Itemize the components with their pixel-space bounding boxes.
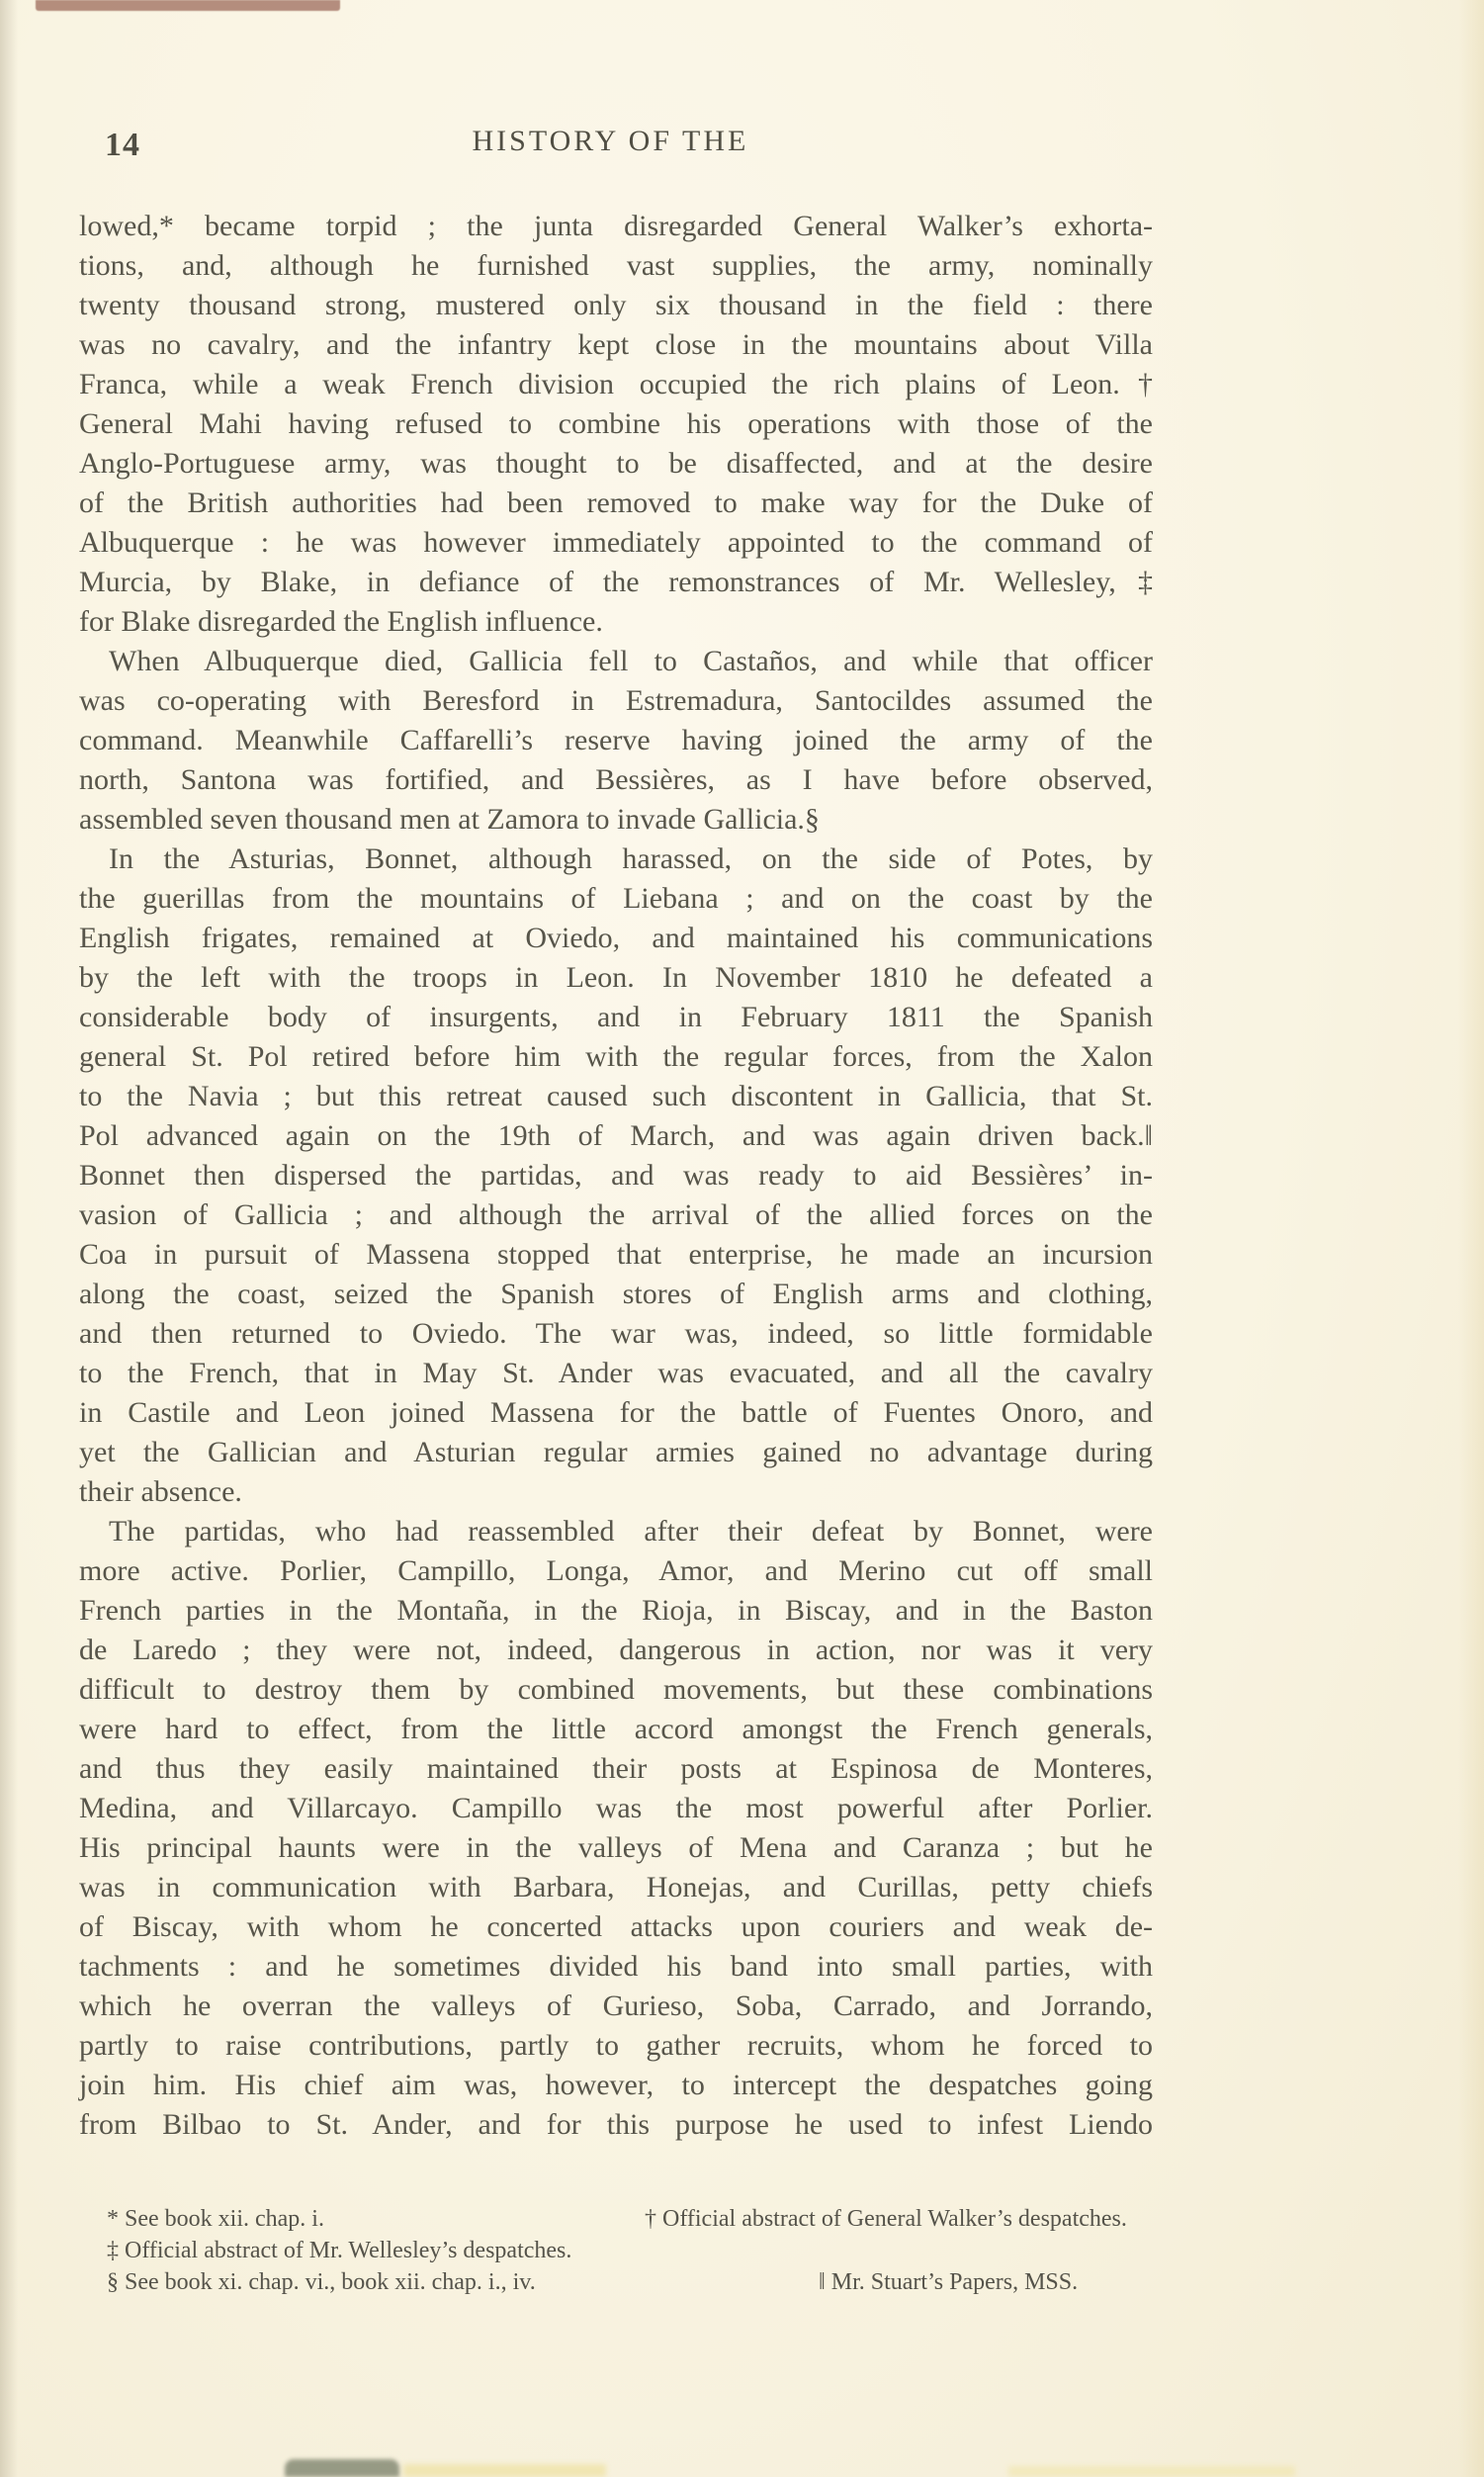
footnote-row	[79, 2235, 1246, 2266]
scan-left-edge-shadow	[0, 0, 18, 2477]
text-line: The partidas, who had reassembled after their defeat by Bonnet, were	[109, 1515, 1153, 1548]
body-text	[79, 207, 1153, 2145]
text-line: In the Asturias, Bonnet, although harassed, on the side of Potes, by	[109, 842, 1153, 875]
footnotes	[79, 2203, 1246, 2298]
text-line: and then returned to Oviedo. The war was, indeed, so little formidable	[79, 1317, 1153, 1350]
text-line: difficult to destroy them by combined movements, but these combinations	[79, 1673, 1153, 1706]
text-line: de Laredo ; they were not, indeed, dangerous in action, nor was it very	[79, 1634, 1153, 1666]
text-line: considerable body of insurgents, and in February 1811 the Spanish	[79, 1001, 1153, 1033]
text-line: twenty thousand strong, mustered only six thousand in the field : there	[79, 289, 1153, 321]
footnote-row	[79, 2266, 1246, 2298]
text-line: was co-operating with Beresford in Estremadura, Santocildes assumed the	[79, 684, 1153, 717]
text-line: to the French, that in May St. Ander was evacuated, and all the cavalry	[79, 1357, 1153, 1389]
text-line: which he overran the valleys of Gurieso, Soba, Carrado, and Jorrando,	[79, 1990, 1153, 2022]
text-line: from Bilbao to St. Ander, and for this purpose he used to infest Liendo	[79, 2108, 1153, 2141]
text-line: Coa in pursuit of Massena stopped that enterprise, he made an incursion	[79, 1238, 1153, 1271]
footnote-parallel-mark: ‖ Mr. Stuart’s Papers, MSS.	[819, 2269, 1079, 2295]
text-line: and thus they easily maintained their posts at Espinosa de Monteres,	[79, 1752, 1153, 1785]
text-line: in Castile and Leon joined Massena for the battle of Fuentes Onoro, and	[79, 1396, 1153, 1429]
text-line: French parties in the Montaña, in the Rioja, in Biscay, and in the Baston	[79, 1594, 1153, 1627]
text-line: Franca, while a weak French division occupied the rich plains of Leon.†	[79, 368, 1153, 400]
text-line: north, Santona was fortified, and Bessières, as I have before observed,	[79, 763, 1153, 796]
text-line: Albuquerque : he was however immediately appointed to the command of	[79, 526, 1153, 559]
text-line: assembled seven thousand men at Zamora to invade Gallicia.§	[79, 803, 820, 836]
scan-artifact-bottom-stain	[403, 2464, 606, 2477]
scan-right-edge-shadow	[1458, 0, 1484, 2477]
page-number: 14	[105, 127, 140, 163]
text-line: of Biscay, with whom he concerted attacks upon couriers and weak de-	[79, 1910, 1153, 1943]
text-line: general St. Pol retired before him with the regular forces, from the Xalon	[79, 1040, 1153, 1073]
text-line: the guerillas from the mountains of Liebana ; and on the coast by the	[79, 882, 1153, 915]
footnote-double-dagger: ‡ Official abstract of Mr. Wellesley’s despatches.	[107, 2238, 572, 2263]
text-line: English frigates, remained at Oviedo, and maintained his communications	[79, 922, 1153, 954]
scan-artifact-bottom-smudge	[285, 2459, 399, 2477]
text-line: command. Meanwhile Caffarelli’s reserve having joined the army of the	[79, 724, 1153, 756]
text-line: to the Navia ; but this retreat caused such discontent in Gallicia, that St.	[79, 1080, 1153, 1112]
text-line: yet the Gallician and Asturian regular armies gained no advantage during	[79, 1436, 1153, 1468]
text-line: was no cavalry, and the infantry kept close in the mountains about Villa	[79, 328, 1153, 361]
text-line: tions, and, although he furnished vast supplies, the army, nominally	[79, 249, 1153, 282]
text-line: join him. His chief aim was, however, to intercept the despatches going	[79, 2069, 1153, 2101]
text-line: Murcia, by Blake, in defiance of the remonstrances of Mr. Wellesley,‡	[79, 566, 1153, 598]
running-head	[79, 123, 1153, 168]
scan-artifact-bottom-stain-right	[1008, 2466, 1295, 2477]
text-line: of the British authorities had been removed to make way for the Duke of	[79, 487, 1153, 519]
text-line: Pol advanced again on the 19th of March, and was again driven back.‖	[79, 1119, 1153, 1152]
footnote-section-mark: § See book xi. chap. vi., book xii. chap. i., iv.	[107, 2269, 536, 2295]
text-line: by the left with the troops in Leon. In November 1810 he defeated a	[79, 961, 1153, 994]
footnote-dagger: † Official abstract of General Walker’s despatches.	[645, 2206, 1127, 2232]
text-line: lowed,* became torpid ; the junta disregarded General Walker’s exhorta-	[79, 210, 1153, 242]
text-line: their absence.	[79, 1475, 242, 1508]
footnote-asterisk: * See book xii. chap. i.	[107, 2206, 324, 2232]
text-line: was in communication with Barbara, Honejas, and Curillas, petty chiefs	[79, 1871, 1153, 1903]
text-line: Bonnet then dispersed the partidas, and was ready to aid Bessières’ in-	[79, 1159, 1153, 1192]
scan-artifact-top-red-strip	[36, 0, 340, 11]
text-line: Medina, and Villarcayo. Campillo was the most powerful after Porlier.	[79, 1792, 1153, 1824]
text-line: tachments : and he sometimes divided his band into small parties, with	[79, 1950, 1153, 1983]
footnote-row	[79, 2203, 1246, 2235]
text-line: were hard to effect, from the little accord amongst the French generals,	[79, 1713, 1153, 1745]
text-line: When Albuquerque died, Gallicia fell to Castaños, and while that officer	[109, 645, 1153, 677]
running-title: HISTORY OF THE	[472, 125, 749, 157]
text-line: vasion of Gallicia ; and although the arrival of the allied forces on the	[79, 1198, 1153, 1231]
text-line: more active. Porlier, Campillo, Longa, Amor, and Merino cut off small	[79, 1554, 1153, 1587]
text-line: Anglo-Portuguese army, was thought to be disaffected, and at the desire	[79, 447, 1153, 480]
text-line: partly to raise contributions, partly to gather recruits, whom he forced to	[79, 2029, 1153, 2062]
text-line: for Blake disregarded the English influence.	[79, 605, 603, 638]
text-line: along the coast, seized the Spanish stores of English arms and clothing,	[79, 1278, 1153, 1310]
text-line: General Mahi having refused to combine his operations with those of the	[79, 407, 1153, 440]
text-line: His principal haunts were in the valleys of Mena and Caranza ; but he	[79, 1831, 1153, 1864]
